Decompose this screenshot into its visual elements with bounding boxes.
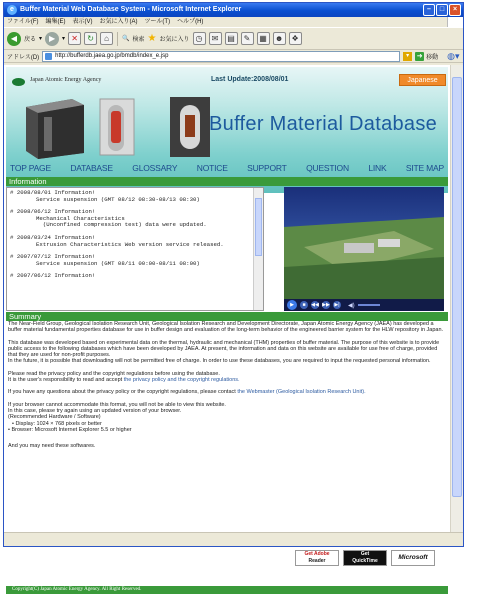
reader-label: Reader xyxy=(308,558,326,564)
go-arrow-icon: ➜ xyxy=(416,52,423,60)
nav-question[interactable]: QUESTION xyxy=(306,163,349,173)
info-item-head: # 2008/08/01 Information! xyxy=(10,189,96,196)
page-title: Buffer Material Database xyxy=(209,113,438,135)
info-item-head: # 2008/06/12 Information! xyxy=(10,208,96,216)
microsoft-label: Microsoft xyxy=(398,554,428,561)
menu-tools[interactable]: ツール(T) xyxy=(144,19,171,25)
nav-notice[interactable]: NOTICE xyxy=(196,163,228,173)
status-bar xyxy=(4,532,463,547)
info-item-body: Mechanical Characteristics (Unconfined compression test) data were updated. xyxy=(36,214,207,229)
back-dropdown-icon[interactable]: ▾ xyxy=(39,36,43,42)
menu-favorites[interactable]: お気に入り(A) xyxy=(99,19,138,25)
summary-paragraph xyxy=(8,389,446,395)
list-item xyxy=(10,209,250,229)
forward-dropdown-icon[interactable]: ▾ xyxy=(62,36,66,42)
toolbar-divider xyxy=(117,32,118,46)
summary-paragraph xyxy=(8,371,446,384)
software-badges xyxy=(295,550,435,566)
address-input[interactable] xyxy=(42,51,400,62)
back-icon[interactable]: ◀ xyxy=(7,32,21,46)
summary-paragraph xyxy=(8,402,446,433)
nav-link[interactable]: LINK xyxy=(368,163,387,173)
summary-paragraph xyxy=(8,340,446,365)
summary-section xyxy=(8,321,446,455)
summary-text: In this case, please try again using an updated version of your browser. xyxy=(8,407,182,414)
copyright-footer: Copyright(C) Japan Atomic Energy Agency. All Right Reserved. xyxy=(6,586,448,594)
print-icon[interactable]: ▤ xyxy=(225,32,238,45)
stop-icon[interactable]: ✕ xyxy=(68,32,81,45)
menu-edit[interactable]: 編集(E) xyxy=(45,19,66,25)
address-dropdown-icon[interactable]: ▾ xyxy=(403,52,412,61)
agency-name: Japan Atomic Energy Agency xyxy=(30,77,102,83)
summary-paragraph: And you may need these softwares. xyxy=(8,443,96,450)
get-quicktime-button[interactable] xyxy=(343,550,387,566)
go-label: 移動 xyxy=(426,54,439,61)
menu-bar xyxy=(4,17,463,28)
information-scrollbar[interactable] xyxy=(253,188,263,310)
nav-glossary[interactable]: GLOSSARY xyxy=(132,163,178,173)
info-item-body: Extrusion Characteristics Web version service released. xyxy=(36,240,224,248)
jaea-logo-icon xyxy=(12,78,25,86)
play-icon[interactable]: ▶ xyxy=(287,300,297,310)
search-icon[interactable]: 🔍 xyxy=(122,36,130,42)
stop-video-icon[interactable]: ■ xyxy=(300,301,308,309)
summary-text: This database was developed based on experimental data on the thermal, hydraulic and mechanical (THM) properties of buffer material. The purpose of this website is to provide public access to the following databases which have been developed by JAEA. At present, the information and data on this website are available for use free of charge, provided that they are used for non-profit purposes. xyxy=(8,339,440,359)
scrollbar-thumb[interactable] xyxy=(255,198,262,256)
list-item xyxy=(10,254,250,267)
windows-flag-icon xyxy=(447,17,463,27)
quicktime-label: QuickTime xyxy=(352,558,378,564)
messenger-icon[interactable]: ☻ xyxy=(273,32,286,45)
nav-site-map[interactable]: SITE MAP xyxy=(405,163,444,173)
favorites-label[interactable]: お気に入り xyxy=(159,37,190,43)
discuss-icon[interactable]: ▦ xyxy=(257,32,270,45)
summary-text: If you have any questions about the privacy policy or the copyright regulations, please contact xyxy=(8,389,238,396)
page-scrollbar-thumb[interactable] xyxy=(452,77,462,497)
summary-text: It is the user's responsibility to read and accept xyxy=(8,377,124,384)
volume-slider[interactable] xyxy=(358,304,380,306)
info-item-head: # 2008/03/24 Information! xyxy=(10,233,96,241)
info-item-head: # 2007/07/12 Information! xyxy=(10,253,96,261)
video-controls xyxy=(284,299,444,311)
maximize-button[interactable]: □ xyxy=(436,4,448,16)
page-scrollbar[interactable] xyxy=(450,65,463,532)
search-label[interactable]: 検索 xyxy=(132,37,145,43)
summary-text: (Recommended Hardware / Software) xyxy=(8,414,101,421)
fast-forward-icon[interactable]: ▶▶ xyxy=(322,302,330,308)
address-label: アドレス(D) xyxy=(7,54,40,61)
title-bar[interactable] xyxy=(4,3,463,17)
info-item-body: Service suspension (GMT 08/12 08:30-08/13 08:30) xyxy=(36,195,200,203)
list-item xyxy=(10,190,250,203)
information-list xyxy=(10,190,250,286)
menu-help[interactable]: ヘルプ(H) xyxy=(177,19,204,25)
last-update: Last Update:2008/08/01 xyxy=(211,76,289,83)
research-icon[interactable]: ❖ xyxy=(289,32,302,45)
home-icon[interactable]: ⌂ xyxy=(100,32,113,45)
info-item-head: # 2007/06/12 Information! xyxy=(10,272,96,280)
window-title: Buffer Material Web Database System - Microsoft Internet Explorer xyxy=(20,6,242,13)
summary-heading: Summary xyxy=(6,312,448,321)
summary-text: Please read the privacy policy and the copyright regulations before using the database. xyxy=(8,370,220,377)
requirement-browser: • Browser: Microsoft Internet Explorer 5.5 or higher xyxy=(8,426,132,433)
favorites-star-icon[interactable]: ★ xyxy=(147,33,157,44)
ie-icon: e xyxy=(7,5,17,15)
information-panel xyxy=(6,187,264,311)
get-adobe-reader-button[interactable] xyxy=(295,550,339,566)
webmaster-link[interactable]: the Webmaster (Geological Isolation Research Unit). xyxy=(237,389,366,396)
toolbar-extra-icon[interactable]: ◍▾ xyxy=(447,50,460,61)
volume-icon[interactable]: ◀) xyxy=(348,302,355,309)
nav-database[interactable]: DATABASE xyxy=(70,163,113,173)
page-content xyxy=(4,65,450,592)
menu-view[interactable]: 表示(V) xyxy=(72,19,93,25)
microsoft-button[interactable] xyxy=(391,550,435,566)
minimize-button[interactable]: – xyxy=(423,4,435,16)
next-icon[interactable]: ▶| xyxy=(334,302,340,308)
menu-file[interactable]: ファイル(F) xyxy=(7,19,39,25)
browser-window xyxy=(3,2,464,592)
close-button[interactable]: × xyxy=(449,4,461,16)
toolbar xyxy=(4,28,463,50)
edit-icon[interactable]: ✎ xyxy=(241,32,254,45)
facility-video-frame xyxy=(284,187,444,299)
list-item xyxy=(10,235,250,248)
refresh-icon[interactable]: ↻ xyxy=(84,32,97,45)
nav-top-page[interactable]: TOP PAGE xyxy=(10,163,51,173)
go-button[interactable] xyxy=(415,52,438,61)
nav-support[interactable]: SUPPORT xyxy=(247,163,287,173)
privacy-policy-link[interactable]: the privacy policy and the copyright regulations. xyxy=(123,377,240,384)
history-icon[interactable]: ◷ xyxy=(193,32,206,45)
info-item-body: Service suspension (GMT 08/11 00:00-08/11 08:00) xyxy=(36,259,200,267)
video-player[interactable] xyxy=(284,187,444,311)
quicktime-get-label: Get xyxy=(360,551,370,557)
summary-paragraph: The Near-Field Group, Geological Isolation Research Unit, Geological Isolation Research and Development Directorate, Japan Atomic Energy Agency (JAEA) has developed a buffer material fundamental properties database for use in buffer design and evaluation of the long-term behavior of the engineered barrier system for the HLW repository in Japan. xyxy=(8,321,444,334)
adobe-label: Get Adobe xyxy=(304,551,330,557)
address-bar xyxy=(4,50,463,63)
address-url[interactable]: http://bufferdb.jaea.go.jp/bmdb/index_e.jsp xyxy=(55,52,169,59)
mail-icon[interactable]: ✉ xyxy=(209,32,222,45)
page-icon xyxy=(45,53,52,60)
list-item xyxy=(10,273,250,280)
buffer-material-illustration xyxy=(22,93,222,159)
requirement-display: • Display: 1024 × 768 pixels or better xyxy=(12,420,102,427)
back-label[interactable]: 戻る xyxy=(24,37,37,43)
forward-icon[interactable]: ▶ xyxy=(45,32,59,46)
summary-text: In the future, it is possible that downloading will not be permitted free of charge. In order to use these databases, you are required to input the requested personal information. xyxy=(8,358,431,365)
information-heading: Information xyxy=(6,177,448,186)
rewind-icon[interactable]: ◀◀ xyxy=(311,302,319,308)
japanese-button[interactable]: Japanese xyxy=(399,74,446,86)
summary-text: If your browser cannot accommodate this format, you will not be able to view this website. xyxy=(8,401,226,408)
main-nav xyxy=(6,161,448,175)
